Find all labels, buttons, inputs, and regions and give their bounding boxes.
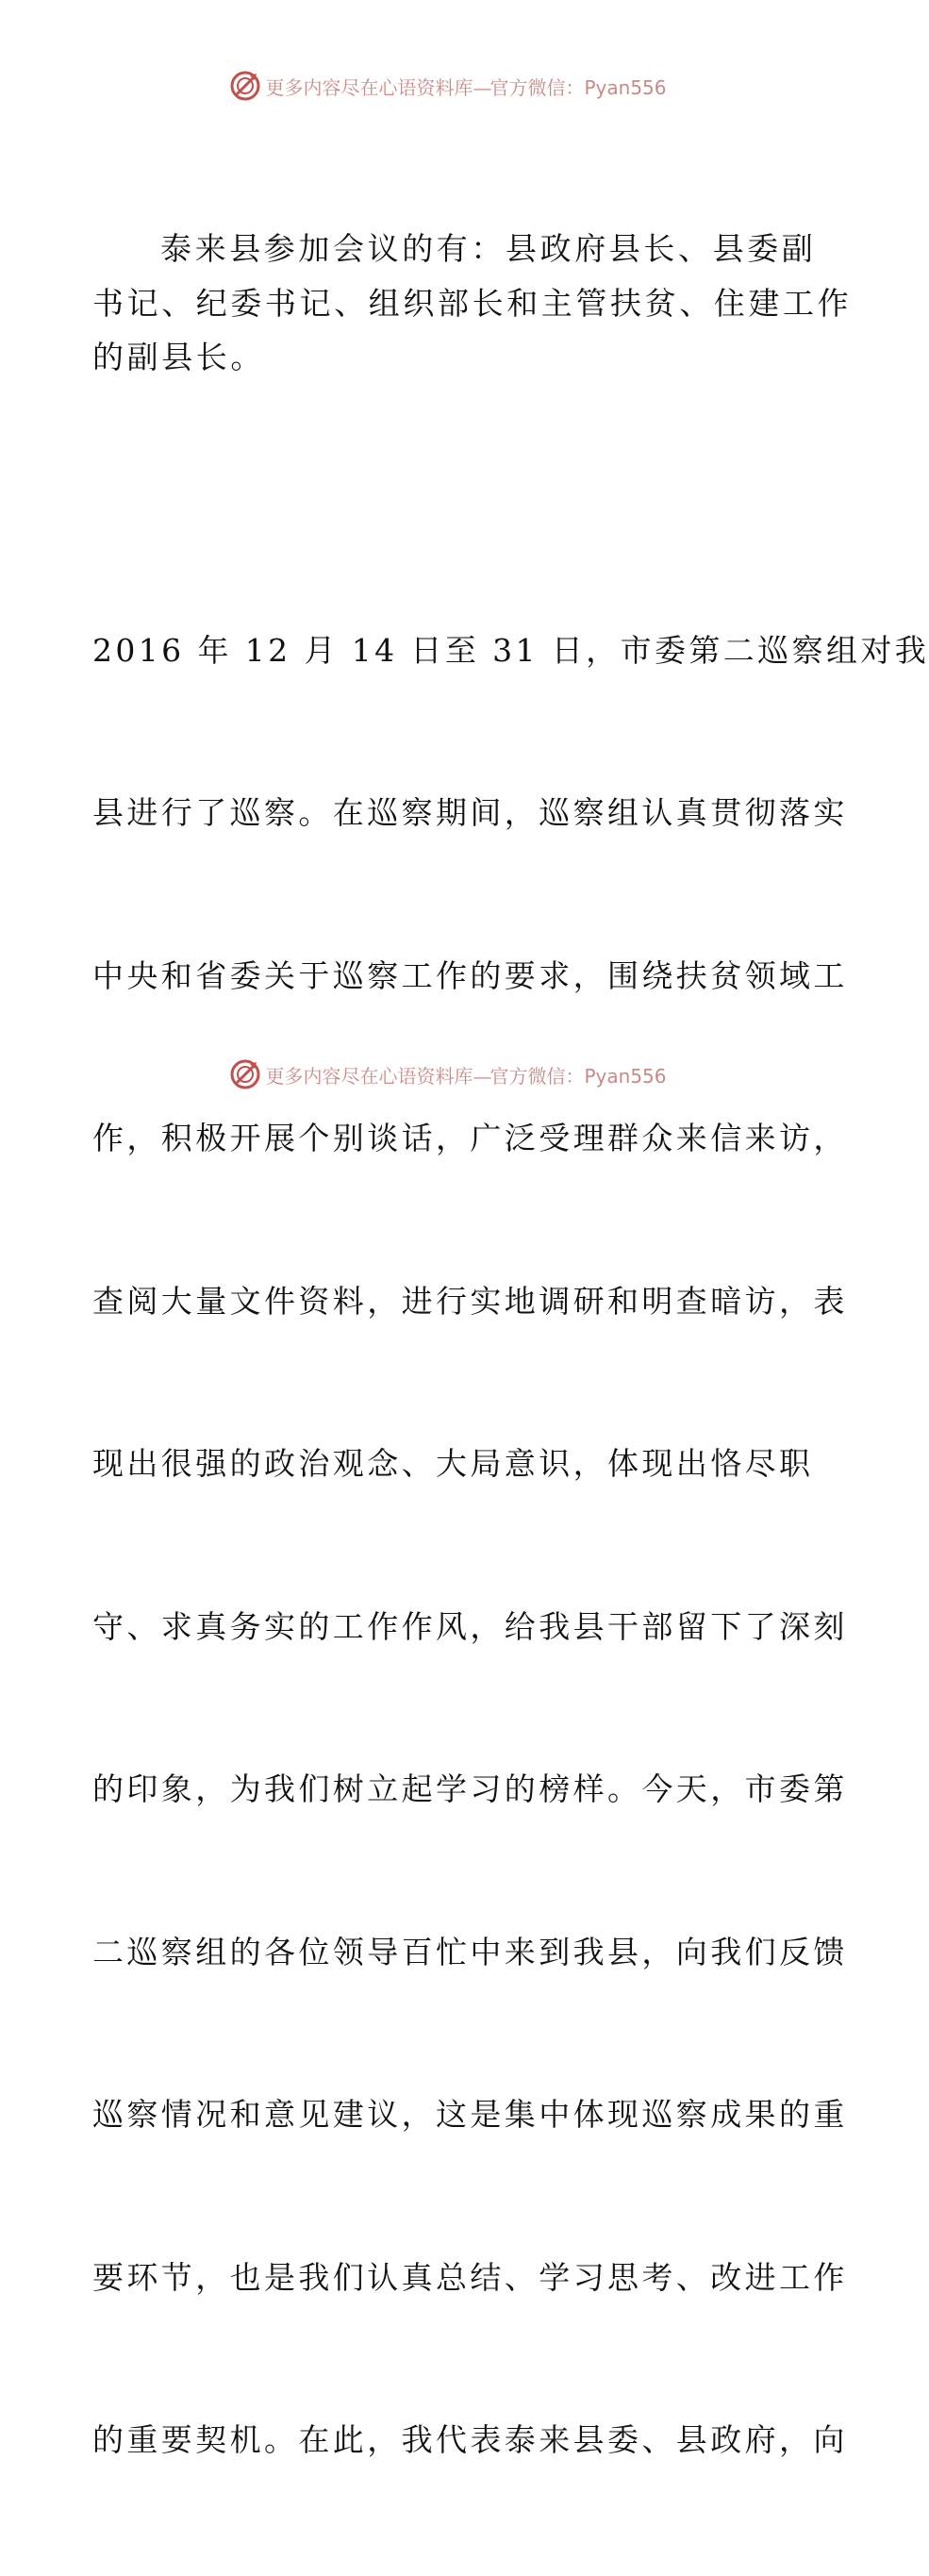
paragraph-attendees [92,113,853,493]
text-line: 的印象，为我们树立起学习的榜样。今天，市委第 [92,1770,848,1807]
text-line: 泰来县参加会议的有：县政府县长、县委副 [160,230,817,267]
header-watermark [0,67,896,105]
seal-logo-icon [229,1058,261,1090]
text-line: 作，积极开展个别谈话，广泛受理群众来信来访， [92,1120,848,1156]
text-line: 二巡察组的各位领导百忙中来到我县，向我们反馈 [92,1933,848,1970]
document-body [92,113,929,2576]
seal-logo-icon [229,70,261,102]
text-line: 要环节，也是我们认真总结、学习思考、改进工作 [92,2258,848,2296]
watermark-text: 更多内容尽在心语资料库—官方微信：Pyan556 [265,75,667,99]
text-line: 的副县长。 [92,339,265,375]
footer-watermark [0,1055,896,1093]
text-line: 县进行了巡察。在巡察期间，巡察组认真贯彻落实 [92,794,848,831]
text-line: 现出很强的政治观念、大局意识，体现出恪尽职 [92,1445,814,1482]
watermark-text: 更多内容尽在心语资料库—官方微信：Pyan556 [265,1064,667,1088]
text-line: 守、求真务实的工作作风，给我县干部留下了深刻 [92,1607,848,1645]
text-line: 的重要契机。在此，我代表泰来县委、县政府，向 [92,2421,848,2458]
text-line: 书记、纪委书记、组织部长和主管扶贫、住建工作 [92,284,853,322]
text-line: 中央和省委关于巡察工作的要求，围绕扶贫领域工 [92,956,848,994]
paragraph-inspection [92,515,929,2576]
text-line: 2016 年 12 月 14 日至 31 日，市委第二巡察组对我 [92,631,929,669]
text-line: 查阅大量文件资料，进行实地调研和明查暗访，表 [92,1282,848,1320]
text-line: 巡察情况和意见建议，这是集中体现巡察成果的重 [92,2096,848,2133]
